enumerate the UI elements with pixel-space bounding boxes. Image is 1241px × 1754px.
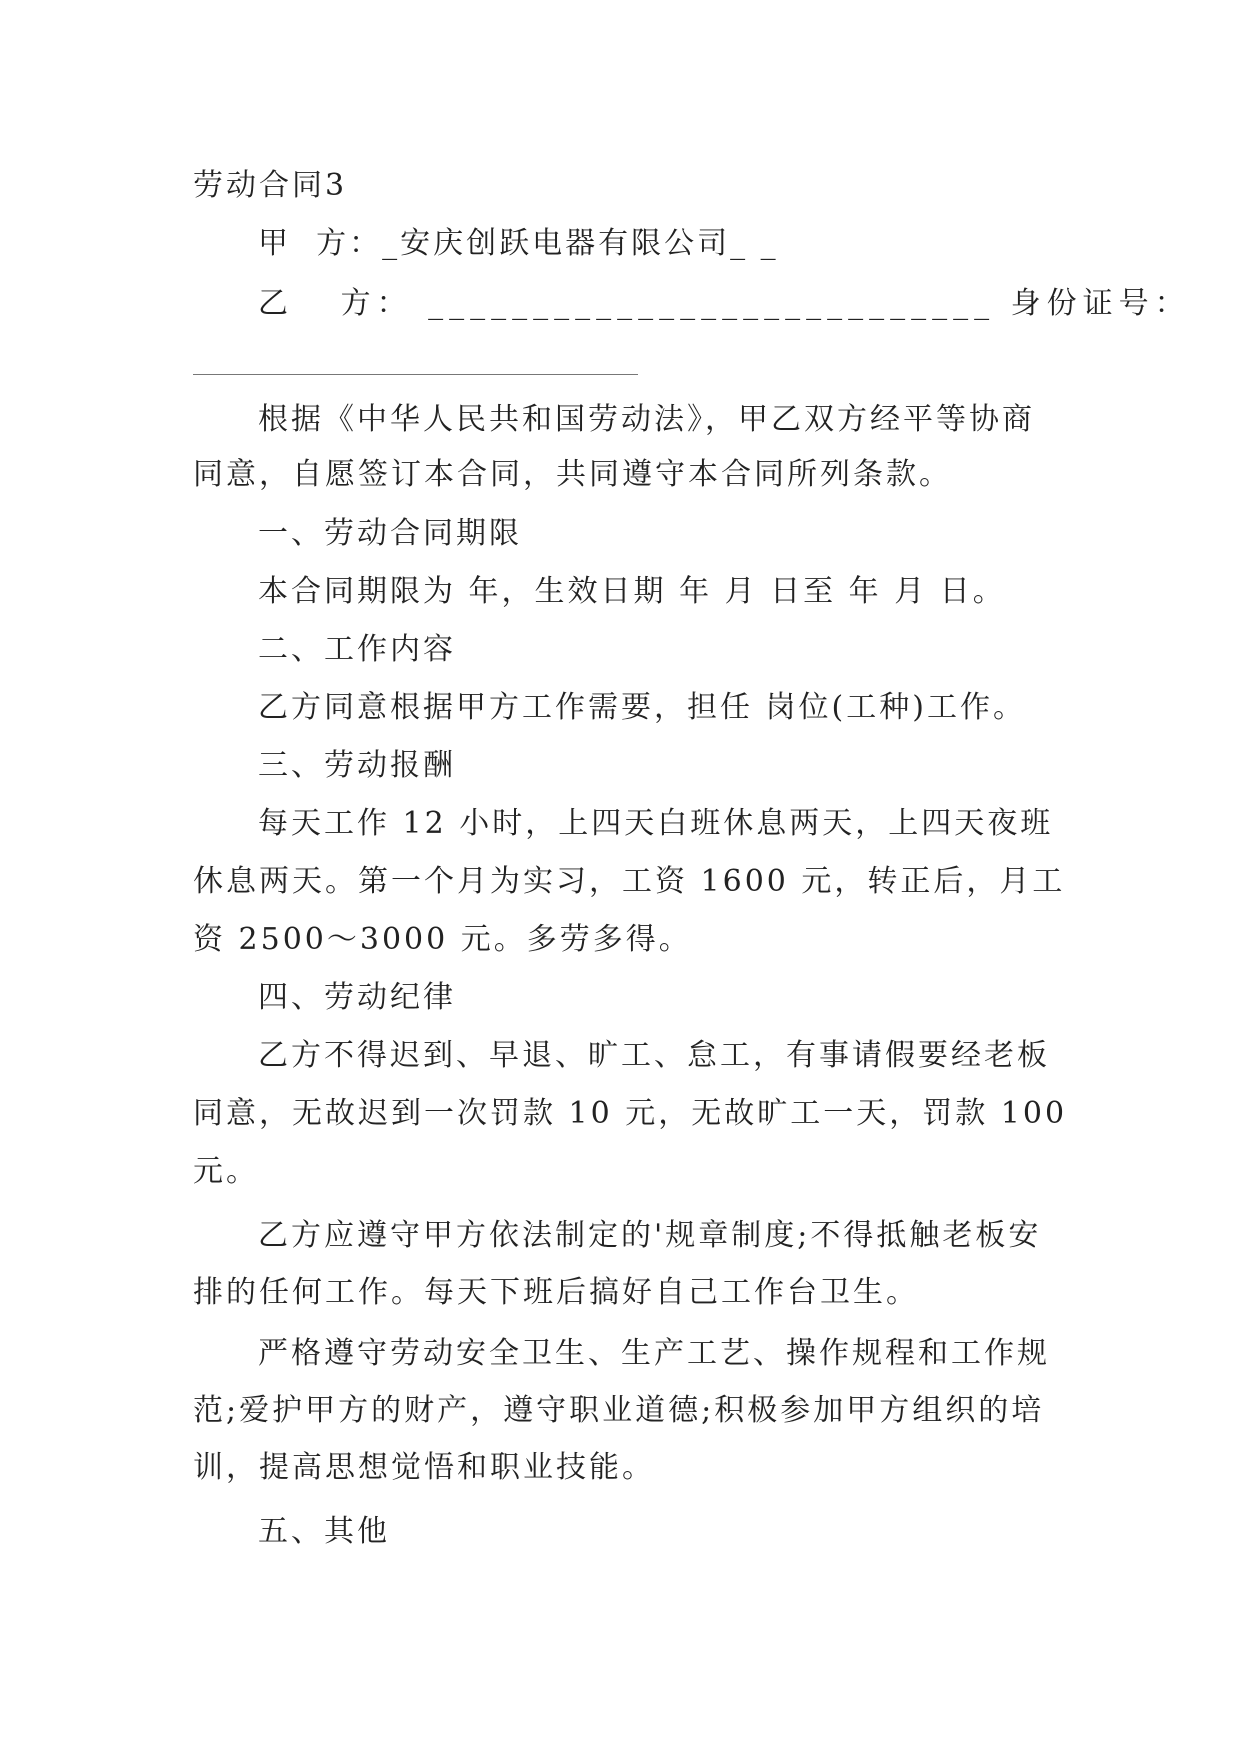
section-heading: 五、其他: [258, 1514, 390, 1549]
section-heading: 四、劳动纪律: [258, 980, 456, 1015]
section-heading: 一、劳动合同期限: [258, 516, 522, 551]
section-heading: 二、工作内容: [258, 632, 456, 667]
paragraph-line: 严格遵守劳动安全卫生、生产工艺、操作规程和工作规: [258, 1336, 1050, 1371]
party-b-line: 乙 方： ___________________________ 身份证号：: [258, 286, 1191, 321]
paragraph-line: 根据《中华人民共和国劳动法》，甲乙双方经平等协商: [258, 402, 1035, 437]
paragraph-line: 资 2500～3000 元。多劳多得。: [193, 922, 692, 957]
id-number-blank-line: [193, 374, 638, 375]
paragraph-line: 同意，无故迟到一次罚款 10 元，无故旷工一天，罚款 100: [193, 1096, 1068, 1131]
paragraph-line: 训，提高思想觉悟和职业技能。: [193, 1450, 655, 1485]
paragraph-line: 乙方不得迟到、早退、旷工、怠工，有事请假要经老板: [258, 1038, 1050, 1073]
section-heading: 三、劳动报酬: [258, 748, 456, 783]
paragraph-line: 乙方同意根据甲方工作需要，担任 岗位(工种)工作。: [258, 690, 1026, 725]
paragraph-line: 同意，自愿签订本合同，共同遵守本合同所列条款。: [193, 457, 952, 492]
party-a-line: 甲 方：_安庆创跃电器有限公司_ _: [258, 226, 779, 261]
paragraph-line: 每天工作 12 小时，上四天白班休息两天，上四天夜班: [258, 806, 1054, 841]
paragraph-line: 本合同期限为 年，生效日期 年 月 日至 年 月 日。: [258, 574, 1006, 609]
paragraph-line: 元。: [193, 1154, 259, 1189]
paragraph-line: 休息两天。第一个月为实习，工资 1600 元，转正后，月工: [193, 864, 1066, 899]
paragraph-line: 乙方应遵守甲方依法制定的'规章制度;不得抵触老板安: [258, 1218, 1042, 1253]
paragraph-line: 排的任何工作。每天下班后搞好自己工作台卫生。: [193, 1275, 919, 1310]
paragraph-line: 范;爱护甲方的财产，遵守职业道德;积极参加甲方组织的培: [193, 1393, 1045, 1428]
document-title: 劳动合同3: [193, 168, 348, 203]
